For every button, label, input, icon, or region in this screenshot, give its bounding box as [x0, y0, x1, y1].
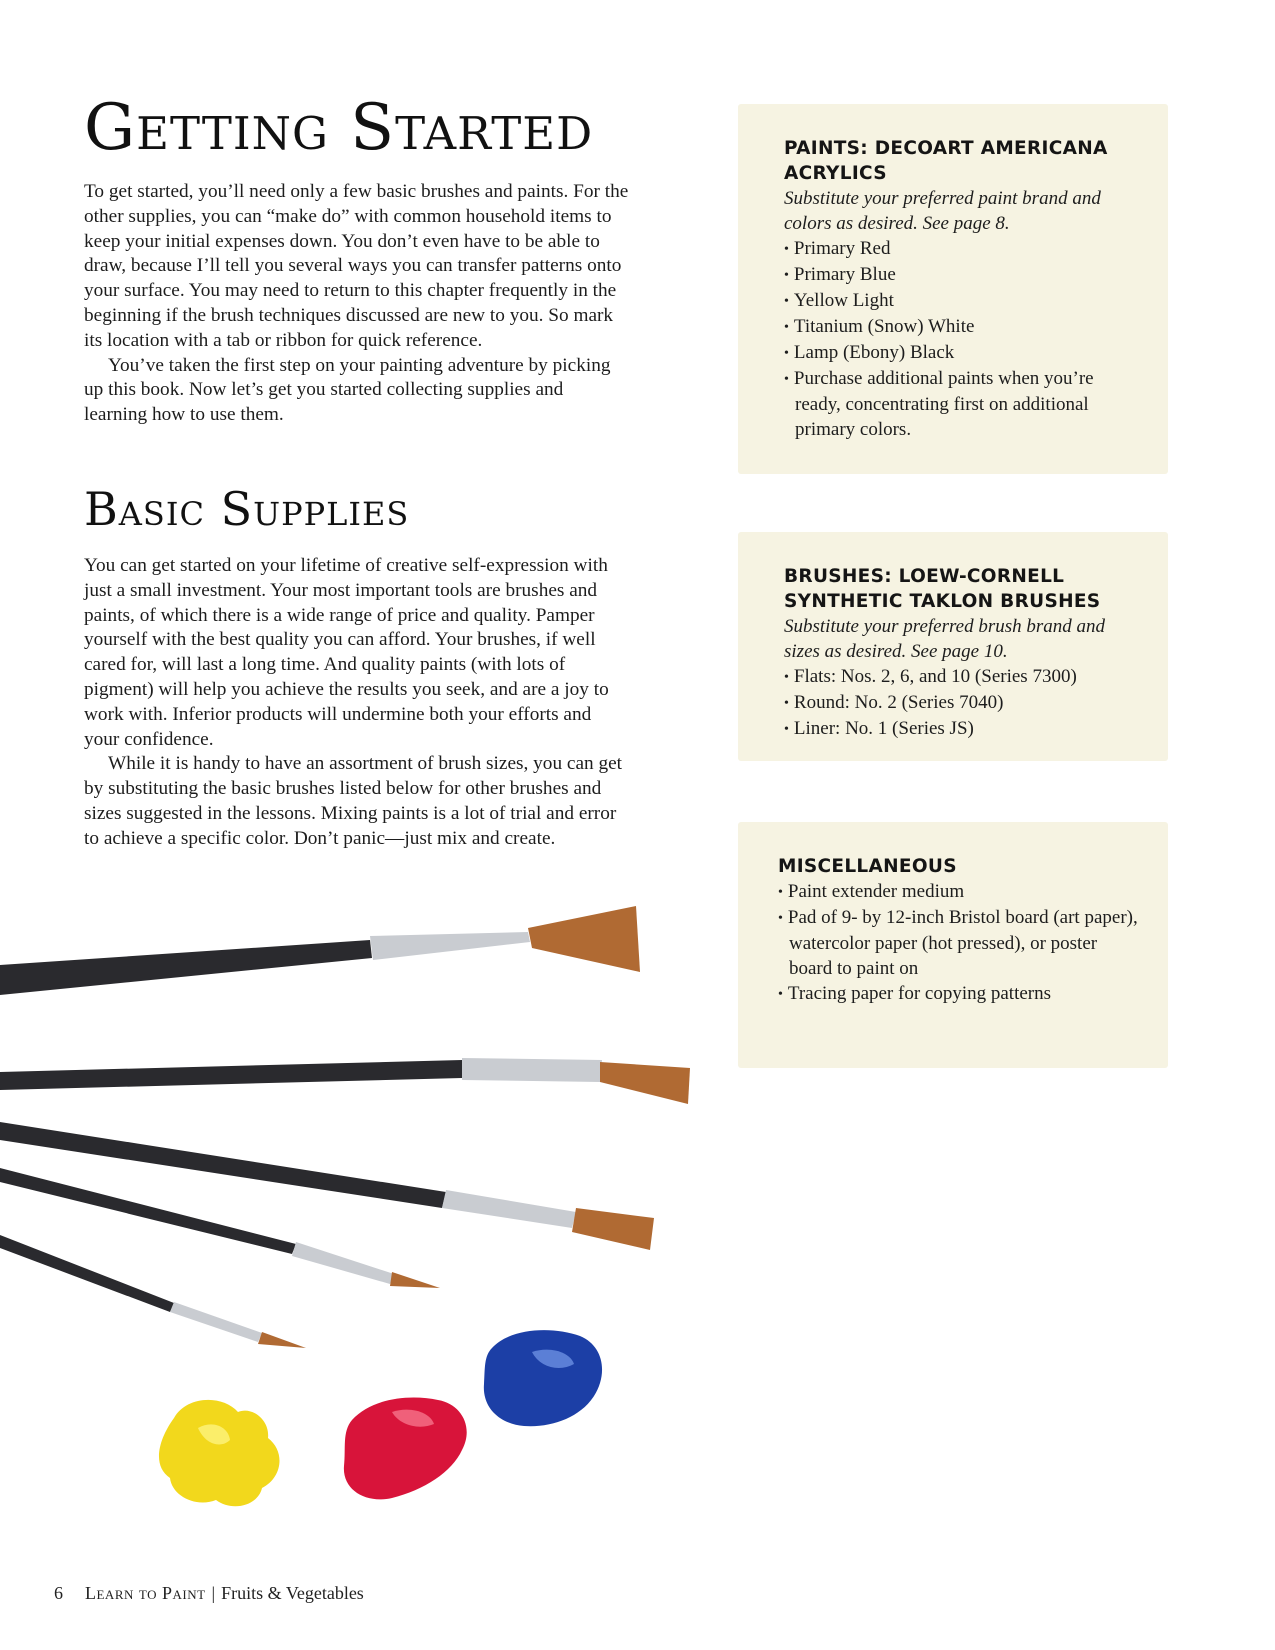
book-title: Learn to Paint — [85, 1583, 206, 1603]
brush-handle — [0, 1168, 296, 1254]
getting-started-text — [84, 180, 629, 428]
brush-bristles — [390, 1272, 440, 1288]
brush-ferrule — [462, 1058, 602, 1082]
list-item: • Yellow Light — [784, 288, 1138, 314]
page-title: Getting Started — [84, 91, 594, 165]
miscellaneous-sidebar — [738, 822, 1168, 1068]
brush-bristles — [572, 1208, 654, 1250]
list-item: • Lamp (Ebony) Black — [784, 340, 1138, 366]
brush-list — [784, 664, 1138, 742]
list-item: • Round: No. 2 (Series 7040) — [784, 690, 1138, 716]
flat-brush-medium — [0, 1058, 690, 1104]
blue-paint-blob — [484, 1330, 602, 1426]
brush-bristles — [528, 906, 640, 972]
list-item: • Primary Blue — [784, 262, 1138, 288]
paints-sidebar — [738, 104, 1168, 474]
brush-bristles — [600, 1062, 690, 1104]
paragraph: While it is handy to have an assortment of brush sizes, you can get by substituting the basic brushes listed below for other brushes and sizes suggested in the lessons. Mixing paints is a lot of trial and error to achieve a specific color. Don’t panic—just mix and create. — [84, 753, 623, 849]
sidebar-title: BRUSHES: LOEW-CORNELL SYNTHETIC TAKLON BRUSHES — [784, 566, 1101, 612]
page-footer — [54, 1583, 364, 1604]
brush-bristles — [258, 1332, 306, 1348]
brushes-sidebar — [738, 532, 1168, 761]
yellow-paint-blob — [159, 1400, 280, 1506]
basic-supplies-text — [84, 554, 629, 852]
page-number: 6 — [54, 1583, 63, 1603]
brush-handle — [0, 940, 372, 995]
misc-list — [778, 879, 1138, 1007]
brush-handle — [0, 1060, 462, 1090]
list-item: • Paint extender medium — [778, 879, 1138, 905]
paragraph: You can get started on your lifetime of creative self-expression with just a small investment. Your most important tools are brushes and paints, of which there is a wide range of price and quality. Pamper yourself with the best quality you can afford. Your brushes, if well cared for, will last a long time. And quality paints (with lots of pigment) will help you achieve the results you seek, and are a joy to work with. Inferior products will undermine both your efforts and your confidence. — [84, 555, 609, 750]
list-item: • Flats: Nos. 2, 6, and 10 (Series 7300) — [784, 664, 1138, 690]
list-item: • Primary Red — [784, 236, 1138, 262]
sidebar-title: PAINTS: DECOART AMERICANA ACRYLICS — [784, 138, 1108, 184]
brush-ferrule — [292, 1242, 394, 1284]
list-item: • Pad of 9- by 12-inch Bristol board (art paper), watercolor paper (hot pressed), or poster board to paint on — [778, 905, 1138, 981]
paragraph: You’ve taken the first step on your painting adventure by picking up this book. Now let’s get you started collecting supplies and learning how to use them. — [84, 354, 611, 426]
list-item: • Liner: No. 1 (Series JS) — [784, 716, 1138, 742]
brush-ferrule — [170, 1302, 262, 1342]
paint-list — [784, 236, 1138, 442]
brushes-and-paints-illustration — [0, 900, 720, 1540]
liner-brush — [0, 1235, 306, 1348]
paragraph: To get started, you’ll need only a few basic brushes and paints. For the other supplies, you can “make do” with common household items to keep your initial expenses down. You don’t even have to be able to draw, because I’ll tell you several ways you can transfer patterns onto your surface. You may need to return to this chapter frequently in the beginning if the brush techniques discussed are new to you. So mark its location with a tab or ribbon for quick reference. — [84, 181, 629, 351]
brush-ferrule — [370, 932, 530, 960]
brush-handle — [0, 1235, 174, 1312]
sidebar-note: Substitute your preferred paint brand and colors as desired. See page 8. — [784, 188, 1101, 234]
sidebar-note: Substitute your preferred brush brand and sizes as desired. See page 10. — [784, 616, 1106, 662]
brush-ferrule — [442, 1190, 576, 1228]
list-item: • Tracing paper for copying patterns — [778, 981, 1138, 1007]
flat-brush-large — [0, 906, 640, 995]
list-item: • Purchase additional paints when you’re ready, concentrating first on additional primary colors. — [784, 366, 1138, 442]
book-subtitle: Fruits & Vegetables — [221, 1583, 364, 1603]
section-heading: Basic Supplies — [84, 482, 410, 536]
flat-brush-small — [0, 1122, 654, 1250]
footer-separator: | — [211, 1583, 216, 1603]
list-item: • Titanium (Snow) White — [784, 314, 1138, 340]
sidebar-title: MISCELLANEOUS — [778, 856, 957, 877]
